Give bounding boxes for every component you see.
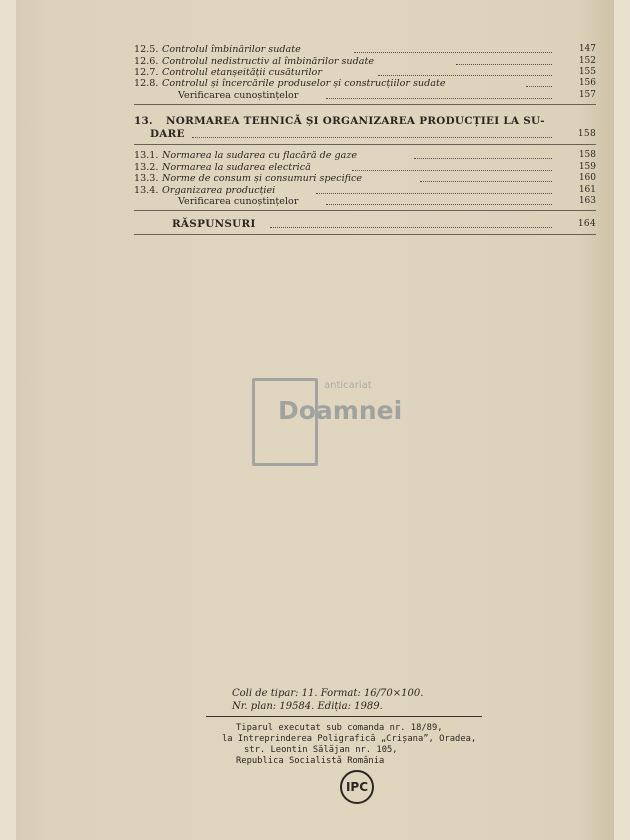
toc-entry-page: 160 <box>578 173 596 183</box>
leader-dots <box>326 90 552 99</box>
chapter-title-line1: NORMAREA TEHNICĂ ȘI ORGANIZAREA PRODUCȚIEI LA SU- <box>166 115 545 127</box>
separator-rule <box>134 210 596 211</box>
toc-entry-number: 12.6. <box>134 56 159 67</box>
toc-entry-title: Verificarea cunoștințelor <box>178 90 299 101</box>
separator-rule <box>134 234 596 235</box>
colophon-rule <box>206 716 482 717</box>
printer-line4: Republica Socialistă România <box>236 756 385 766</box>
printer-line2: la Intreprinderea Poligrafică „Crișana”, Oradea, <box>222 734 477 744</box>
toc-entry-page: 163 <box>578 196 596 206</box>
toc-entry-title: Controlul și încercările produselor și construcțiilor sudate <box>162 78 446 89</box>
toc-entry-title: Controlul îmbinărilor sudate <box>162 44 301 55</box>
colophon-line2: Nr. plan: 19584. Ediția: 1989. <box>232 701 383 712</box>
chapter-page: 158 <box>577 129 596 139</box>
leader-dots <box>192 129 552 138</box>
chapter-title-line2: DARE <box>150 128 185 140</box>
leader-dots <box>414 150 552 159</box>
toc-entry-page: 157 <box>578 90 596 100</box>
leader-dots <box>352 162 552 171</box>
toc-entry-number: 13.4. <box>134 185 159 196</box>
printer-line1: Tiparul executat sub comanda nr. 18/89, <box>236 723 443 733</box>
toc-entry-page: 158 <box>578 150 596 160</box>
toc-entry-number: 12.8. <box>134 78 159 89</box>
separator-rule <box>134 104 596 105</box>
toc-entry-title: Verificarea cunoștințelor <box>178 196 299 207</box>
answers-page: 164 <box>577 219 596 229</box>
leader-dots <box>378 67 552 76</box>
separator-rule <box>134 144 596 145</box>
leader-dots <box>526 78 552 87</box>
answers-title: RĂSPUNSURI <box>172 218 256 230</box>
leader-dots <box>270 219 552 228</box>
toc-entry-title: Normarea la sudarea cu flacără de gaze <box>162 150 358 161</box>
leader-dots <box>326 196 552 205</box>
toc-entry-title: Normarea la sudarea electrică <box>162 162 311 173</box>
toc-entry-number: 13.2. <box>134 162 159 173</box>
watermark-small-text: anticariat <box>324 380 372 391</box>
chapter-number: 13. <box>134 115 153 127</box>
toc-entry-number: 12.5. <box>134 44 159 55</box>
leader-dots <box>420 173 552 182</box>
toc-entry-title: Organizarea producției <box>162 185 276 196</box>
toc-entry-page: 147 <box>578 44 596 54</box>
toc-entry-title: Controlul etanșeității cusăturilor <box>162 67 322 78</box>
toc-entry-number: 13.3. <box>134 173 159 184</box>
toc-entry-page: 155 <box>578 67 596 77</box>
watermark-big-text: Doamnei <box>278 396 403 425</box>
toc-entry-page: 152 <box>578 56 596 66</box>
toc-entry-page: 156 <box>578 78 596 88</box>
colophon-line1: Coli de tipar: 11. Format: 16/70×100. <box>232 688 424 699</box>
printer-logo-icon: IPC <box>340 770 374 804</box>
toc-entry-number: 12.7. <box>134 67 159 78</box>
toc-entry-page: 159 <box>578 162 596 172</box>
watermark-logo <box>238 370 428 470</box>
toc-entry-number: 13.1. <box>134 150 159 161</box>
leader-dots <box>456 56 552 65</box>
leader-dots <box>354 44 552 53</box>
toc-entry-title: Norme de consum și consumuri specifice <box>162 173 363 184</box>
printer-line3: str. Leontin Sălăjan nr. 105, <box>244 745 398 755</box>
toc-entry-page: 161 <box>578 185 596 195</box>
book-page <box>16 0 614 840</box>
toc-entry-title: Controlul nedistructiv al îmbinărilor sudate <box>162 56 374 67</box>
leader-dots <box>316 185 552 194</box>
